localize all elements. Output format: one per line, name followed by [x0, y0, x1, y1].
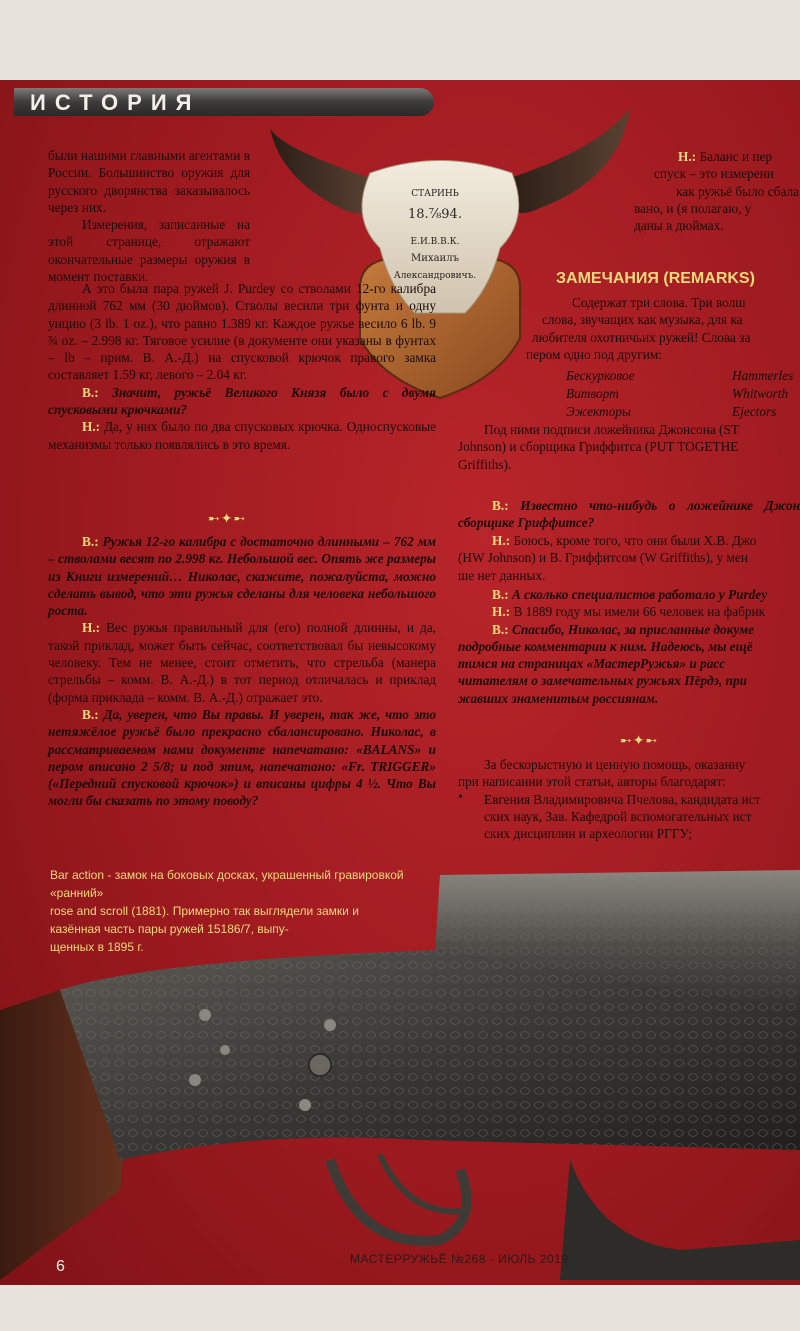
answer-text: как ружьё было сбала [676, 183, 800, 199]
speaker-label: Н.: [678, 149, 697, 164]
word-ru: Витворт [566, 386, 619, 401]
word-en: Ejectors [732, 404, 777, 419]
speaker-label: Н.: [82, 419, 101, 435]
remarks-line: любителя охотничьих ружей! Слова за [532, 329, 751, 345]
skull-label-line1: СТАРИНЬ [411, 189, 459, 199]
remarks-paragraph [520, 294, 800, 363]
left-column-top [48, 147, 250, 285]
section-title: ИСТОРИЯ [30, 90, 201, 115]
speaker-label: В.: [492, 587, 509, 602]
speaker-label: В.: [492, 621, 509, 637]
bullet-text: Евгения Владимировича Пчелова, кандидата ист [484, 791, 761, 807]
speaker-label: В.: [82, 384, 99, 400]
question [48, 706, 436, 810]
remarks-heading: ЗАМЕЧАНИЯ (REMARKS) [556, 270, 755, 287]
skull-label-line5: Александровичъ. [393, 271, 477, 281]
word-ru: Эжекторы [566, 404, 631, 419]
question-text: Спасибо, Николас, за присланные докуме [511, 621, 754, 637]
text-line: Johnson) и сборщика Гриффитса (PUT TOGETHE [458, 439, 739, 455]
paragraph: Измерения, записанные на этой странице, отражают окончательные размеры оружия в момент поставки. [48, 217, 250, 285]
remarks-line: Содержат три слова. Три волш [572, 295, 746, 310]
skull-label-line2: 18.⅞94. [408, 207, 462, 222]
image-caption [50, 866, 430, 956]
text-line: За бескорыстную и ценную помощь, оказанну [484, 757, 746, 772]
bullet-text: ских наук, Зав. Кафедрой вспомогательных ист [484, 808, 752, 824]
word-row [566, 367, 800, 385]
question-text: Да, уверен, что Вы правы. И уверен, так же, что это нетяжёлое ружьё было прекрасно сбалансировано. Николас, в рассматриваемом нами документе напечатано: «BALANS» и пером вписано 2 5/8; и под этим, напечатано: «Fr. TRIGGER» («Передний спусковой крючок») и вписаны цифры 4 ½. Что Вы могли бы сказать по этому поводу? [48, 706, 437, 809]
text-line: при написании этой статьи, авторы благодарят: [458, 774, 726, 790]
answer-text: Да, у них было по два спусковых крючка. Односпусковые механизмы только появлялись в это время. [48, 419, 436, 452]
caption-line: казённая часть пары ружей 15186/7, выпу- [50, 922, 289, 936]
acknowledgements [458, 756, 800, 842]
question-text: А сколько специалистов работало у Purdey [511, 587, 768, 602]
right-column-top [630, 148, 800, 234]
magazine-footer: МАСТЕРРУЖЬЁ №268 · ИЮЛЬ 2019 [350, 1252, 569, 1266]
caption-line: rose and scroll (1881). Примерно так выглядели замки и [50, 904, 359, 918]
word-en: Hammerles [732, 368, 794, 383]
paragraph: были нашими главными агентами в России. Большинство оружия для русского дворянства заказывалось через них. [48, 148, 250, 215]
bullet-icon: • [458, 790, 463, 805]
left-column-lower [48, 533, 436, 810]
answer-text: (HW Johnson) и В. Гриффитсом (W Griffiths), у мен [458, 550, 748, 566]
ornament-divider: ➸✦➸ [208, 511, 247, 527]
speaker-label: Н.: [492, 604, 511, 620]
speaker-label: В.: [82, 534, 99, 549]
question-text: Значит, ружьё Великого Князя было с двумя спусковыми крючками? [48, 384, 436, 418]
question-text: Ружья 12-го калибра с достаточно длинными – 762 мм – стволами весят по 2.998 кг. Небольшой вес. Опять же размеры из Книги измерений… Николас, скажите, пожалуйста, можно сделать вывод, что эти ружья сделаны для человека небольшого роста. [48, 534, 436, 619]
word-row [566, 385, 800, 403]
qa-block [458, 586, 800, 707]
answer-text: В 1889 году мы имели 66 человек на фабрик [513, 604, 766, 620]
remarks-words-list [566, 367, 800, 421]
remarks-line: пером одно под другим: [526, 346, 662, 362]
left-column [48, 280, 436, 453]
word-row [566, 403, 800, 421]
answer [48, 619, 436, 705]
bullet-text: ских дисциплин и археологии РГГУ; [484, 826, 693, 842]
bottom-margin [0, 1285, 800, 1331]
answer-text: даны в дюймах. [634, 218, 724, 234]
question-text: жавших знаменитым россиянам. [458, 690, 659, 706]
answer [48, 418, 436, 453]
caption-line: щенных в 1895 г. [50, 940, 144, 954]
answer-text: спуск – это измерени [654, 166, 774, 182]
signatures-paragraph [458, 421, 800, 473]
answer-text: Вес ружья правильный для (его) полной длинны, и да, такой приклад, может быть сейчас, соответствовал бы невысокому человеку. Тем не менее, стоит отметить, что стрельба (манера стрельбы – комм. В. А.-Д.) в тот период отличалась и приклад (форма приклада – комм. В. А.-Д.) отражает это. [48, 620, 436, 705]
speaker-label: Н.: [82, 620, 101, 636]
text-line: Griffiths). [458, 456, 512, 472]
text-line: Под ними подписи ложейника Джонсона (ST [484, 422, 739, 437]
caption-line: Bar action - замок на боковых досках, украшенный гравировкой «ранний» [50, 868, 404, 900]
remarks-line: слова, звучащих как музыка, для ка [542, 312, 743, 328]
answer-text: ше нет данных. [458, 567, 546, 583]
skull-label-line4: Михаилъ [411, 253, 459, 264]
question-text: Известно что-нибудь о ложейнике Джон сборщике Гриффитсе? [458, 498, 800, 531]
question-text: читателям о замечательных ружьях Пёрдэ, при [458, 673, 748, 689]
question [48, 533, 436, 619]
ornament-divider: ➸✦➸ [620, 733, 659, 749]
top-margin [0, 0, 800, 80]
question-text: подробные комментарии к ним. Надеюсь, мы ещё [458, 638, 753, 654]
question [48, 384, 436, 419]
paragraph: А это была пара ружей J. Purdey со стволами 12-го калибра длинной 762 мм (30 дюймов). Стволы весили три фунта и одну унцию (3 lb. 1 oz.), что равно 1.389 кг. Каждое ружье весило 6 lb. 9 ¾ oz. – 2.998 кг. Тяговое усилие (в документе они указаны в фунтах – lb – прим. В. А.-Д.) на спусковой крючок правого замка составляет 1.59 кг, левого – 2.04 кг. [48, 281, 436, 383]
question-text: тимся на страницах «МастерРужья» и расс [458, 656, 726, 672]
speaker-label: В.: [82, 706, 99, 722]
word-en: Whitworth [732, 386, 789, 401]
page-number: 6 [56, 1258, 65, 1275]
answer-text: Баланс и пер [699, 149, 773, 164]
question [458, 497, 800, 531]
word-ru: Бескурковое [566, 368, 635, 383]
skull-label-line3: Е.И.В.В.К. [410, 237, 460, 247]
answer-text: Боюсь, кроме того, что они были Х.В. Джо [513, 533, 757, 548]
answer-text: вано, и (я полагаю, у [634, 200, 752, 216]
speaker-label: Н.: [492, 533, 511, 548]
speaker-label: В.: [492, 498, 509, 513]
answer [458, 532, 800, 584]
